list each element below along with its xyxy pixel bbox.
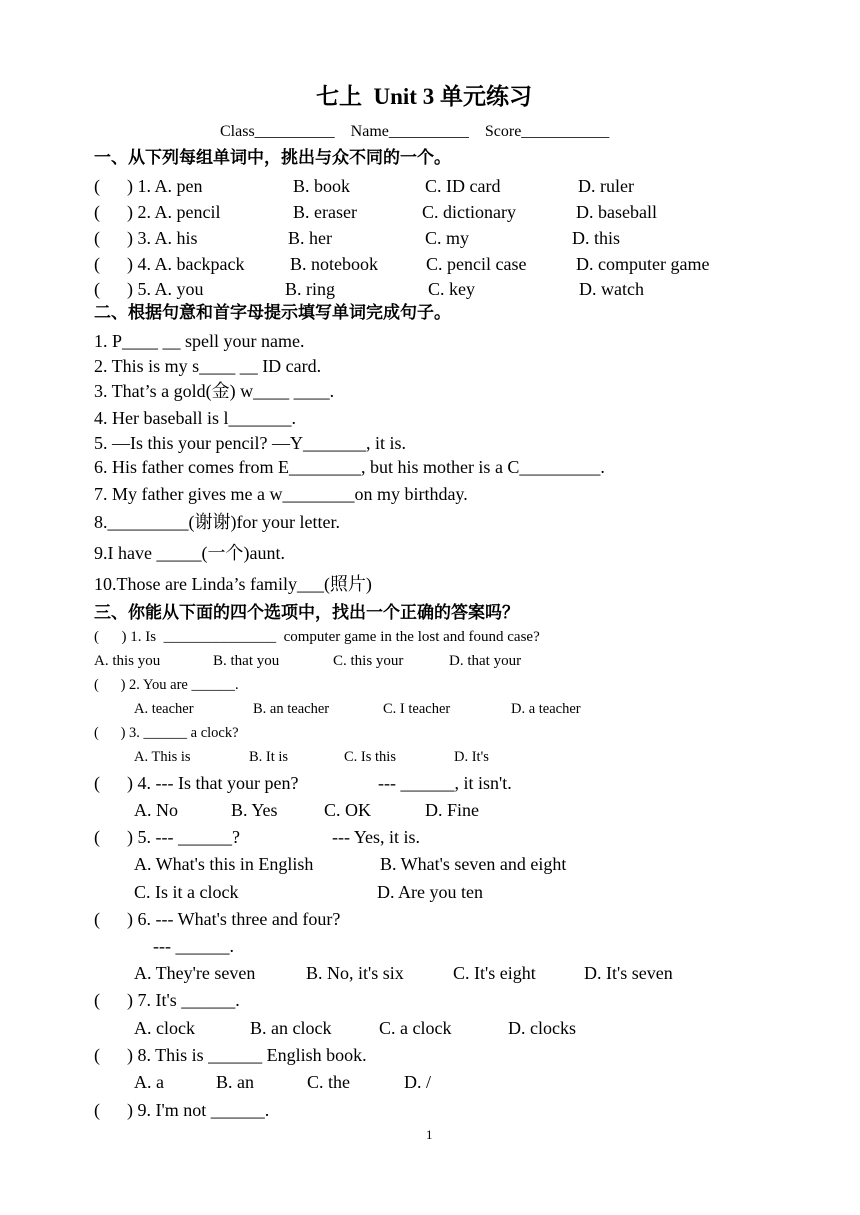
page-number: 1 (426, 1127, 433, 1142)
s1-q3-stem: ( ) 3. A. his (94, 228, 198, 248)
s1-q5-option-d: D. watch (579, 279, 644, 299)
s3-q7-stem: ( ) 7. It's ______. (94, 990, 240, 1010)
s1-q1-option-b: B. book (293, 176, 351, 196)
s3-q4-option-b: B. Yes (231, 800, 278, 820)
s3-q1-option-d: D. that your (449, 653, 522, 669)
s1-q5-option-c: C. key (428, 279, 475, 299)
s3-q5-stem: ( ) 5. --- ______? (94, 827, 240, 847)
s3-q4-stem: ( ) 4. --- Is that your pen? (94, 773, 299, 793)
s3-q8-option-a: A. a (134, 1072, 164, 1092)
s3-q4-option-a: A. No (134, 800, 178, 820)
s3-q4-answer: --- ______, it isn't. (378, 773, 512, 793)
s3-q8-option-b: B. an (216, 1072, 254, 1092)
s2-sentence-6: 6. His father comes from E________, but his mother is a C_________. (94, 457, 605, 477)
s3-q8-option-c: C. the (307, 1072, 350, 1092)
s3-q7-option-b: B. an clock (250, 1018, 332, 1038)
s3-q6-stem: ( ) 6. --- What's three and four? (94, 909, 341, 929)
s2-sentence-8: 8._________(谢谢)for your letter. (94, 512, 340, 532)
s3-q7-option-d: D. clocks (508, 1018, 576, 1038)
s2-sentence-7: 7. My father gives me a w________on my birthday. (94, 484, 468, 504)
section-3-heading: 三、你能从下面的四个选项中，找出一个正确的答案吗？ (94, 603, 519, 623)
s1-q5-option-b: B. ring (285, 279, 336, 299)
s1-q2-option-b: B. eraser (293, 202, 357, 222)
s3-q8-stem: ( ) 8. This is ______ English book. (94, 1045, 367, 1065)
s1-q4-option-b: B. notebook (290, 254, 378, 274)
s1-q4-stem: ( ) 4. A. backpack (94, 254, 245, 274)
s3-q6-option-a: A. They're seven (134, 963, 256, 983)
s3-q5-answer: --- Yes, it is. (332, 827, 421, 847)
s3-q2-option-d: D. a teacher (511, 701, 581, 717)
s3-q9-stem: ( ) 9. I'm not ______. (94, 1100, 270, 1120)
s3-q2-option-c: C. I teacher (383, 701, 451, 717)
s3-q5-option-c: C. Is it a clock (134, 882, 239, 902)
s1-q2-option-c: C. dictionary (422, 202, 516, 222)
s1-q3-option-b: B. her (288, 228, 332, 248)
s3-q4-option-c: C. OK (324, 800, 372, 820)
s3-q7-option-c: C. a clock (379, 1018, 452, 1038)
s3-q1-option-c: C. this your (333, 653, 404, 669)
s1-q1-option-d: D. ruler (578, 176, 634, 196)
page-title: 七上 Unit 3 单元练习 (316, 84, 532, 109)
s3-q2-option-b: B. an teacher (253, 701, 330, 717)
s1-q2-option-d: D. baseball (576, 202, 657, 222)
section-1-heading: 一、从下列每组单词中，挑出与众不同的一个。 (94, 148, 451, 168)
s1-q4-option-d: D. computer game (576, 254, 710, 274)
info-line: Class__________ Name__________ Score___________ (220, 123, 610, 140)
s3-q6-option-b: B. No, it's six (306, 963, 404, 983)
s3-q3-option-a: A. This is (134, 749, 191, 765)
s2-sentence-3: 3. That’s a gold(金) w____ ____. (94, 381, 335, 401)
s3-q7-option-a: A. clock (134, 1018, 195, 1038)
s1-q1-stem: ( ) 1. A. pen (94, 176, 203, 196)
s2-sentence-2: 2. This is my s____ __ ID card. (94, 356, 322, 376)
s1-q1-option-c: C. ID card (425, 176, 501, 196)
s1-q3-option-d: D. this (572, 228, 621, 248)
s2-sentence-10: 10.Those are Linda’s family___(照片) (94, 574, 372, 594)
s3-q6-option-d: D. It's seven (584, 963, 673, 983)
s3-q2-stem: ( ) 2. You are ______. (94, 677, 239, 693)
s3-q4-option-d: D. Fine (425, 800, 479, 820)
s3-q1-option-b: B. that you (213, 653, 280, 669)
s3-q3-option-d: D. It's (454, 749, 489, 765)
s3-q8-option-d: D. / (404, 1072, 431, 1092)
s1-q5-stem: ( ) 5. A. you (94, 279, 204, 299)
s2-sentence-5: 5. —Is this your pencil? —Y_______, it is. (94, 433, 406, 453)
s3-q1-stem: ( ) 1. Is _______________ computer game in the lost and found case? (94, 629, 540, 645)
s3-q2-option-a: A. teacher (134, 701, 194, 717)
s3-q6-answer: --- ______. (153, 936, 234, 956)
s2-sentence-9: 9.I have _____(一个)aunt. (94, 543, 285, 563)
s2-sentence-4: 4. Her baseball is l_______. (94, 408, 296, 428)
s3-q1-option-a: A. this you (94, 653, 161, 669)
section-2-heading: 二、根据句意和首字母提示填写单词完成句子。 (94, 303, 451, 323)
s2-sentence-1: 1. P____ __ spell your name. (94, 331, 305, 351)
s3-q5-option-d: D. Are you ten (377, 882, 483, 902)
s3-q3-stem: ( ) 3. ______ a clock? (94, 725, 239, 741)
s3-q5-option-b: B. What's seven and eight (380, 854, 567, 874)
s1-q3-option-c: C. my (425, 228, 470, 248)
s3-q6-option-c: C. It's eight (453, 963, 536, 983)
s3-q5-option-a: A. What's this in English (134, 854, 314, 874)
s1-q2-stem: ( ) 2. A. pencil (94, 202, 221, 222)
s3-q3-option-c: C. Is this (344, 749, 396, 765)
s3-q3-option-b: B. It is (249, 749, 289, 765)
s1-q4-option-c: C. pencil case (426, 254, 527, 274)
